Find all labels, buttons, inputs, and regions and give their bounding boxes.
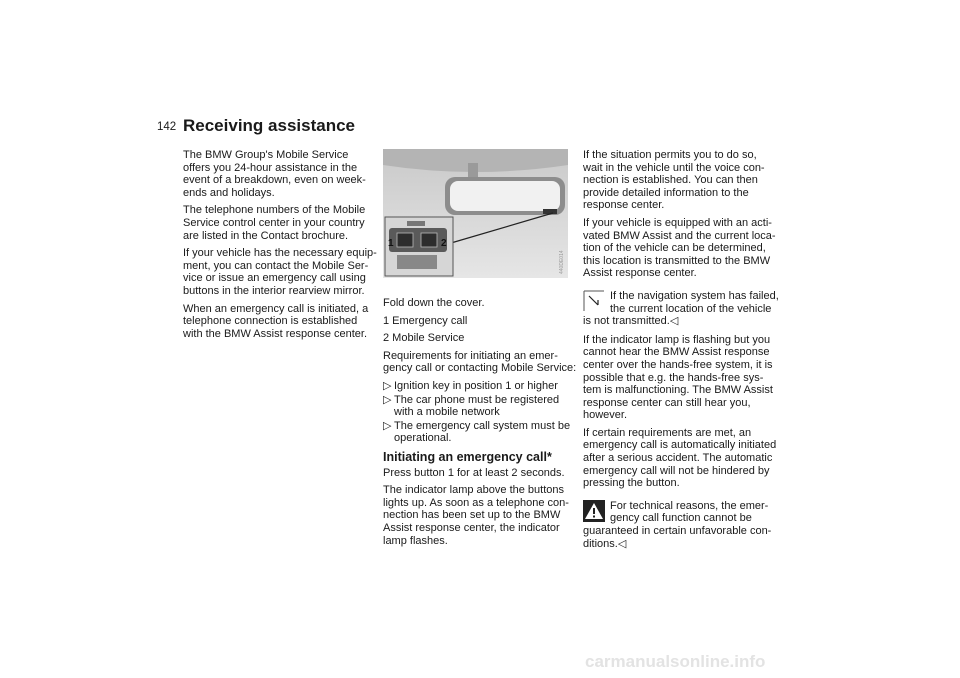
section-heading: Initiating an emergency call* [383, 449, 552, 464]
warning-note [583, 500, 783, 550]
list-item: ▷ The emergency call system must be operational. [383, 419, 571, 445]
navigation-note [583, 290, 783, 328]
indicator-text: The indicator lamp above the buttons lights up. As soon as a telephone con- nection has been set up to the BMW Assist response center, the indicator lamp flashes. [383, 484, 569, 547]
note-text: is not transmitted.◁ [583, 315, 679, 328]
legend-item-2: 2 Mobile Service [383, 332, 465, 345]
hands-free-paragraph: If the indicator lamp is flashing but you cannot hear the BMW Assist response center over the hands-free system, it is possible that e.g. the hands-free sys- tem is malfunctioning. The BMW Assist response center can still hear you, however. [583, 333, 773, 422]
list-item: ▷ The car phone must be registered with a mobile network [383, 393, 560, 419]
list-item: ▷ Ignition key in position 1 or higher [383, 379, 558, 392]
warning-text: For technical reasons, the emer- [610, 499, 769, 512]
note-text: the current location of the vehicle [610, 302, 772, 315]
rearview-mirror-figure [383, 149, 568, 278]
press-instruction: Press button 1 for at least 2 seconds. [383, 466, 565, 479]
instructions-column [383, 297, 581, 552]
figure-label-2: 2 [441, 238, 447, 249]
figure-caption: Fold down the cover. [383, 297, 485, 309]
intro-paragraph: The BMW Group's Mobile Service offers you 24-hour assistance in the event of a breakdown, even on week- ends and holidays. [183, 149, 366, 199]
mirror-illustration [383, 149, 568, 278]
intro-paragraph: When an emergency call is initiated, a telephone connection is established with the BMW Assist response center. [183, 302, 369, 340]
note-text: If the navigation system has failed, [610, 289, 779, 302]
page-title: Receiving assistance [183, 116, 355, 135]
legend-item-1: 1 Emergency call [383, 314, 468, 327]
watermark: carmanualsonline.info [585, 652, 766, 671]
bullet-arrow-icon: ▷ [383, 419, 392, 432]
bullet-arrow-icon: ▷ [383, 379, 392, 392]
intro-paragraph: The telephone numbers of the Mobile Service control center in your country are listed in the Contact brochure. [183, 204, 366, 242]
requirements-text: Requirements for initiating an emer- gency call or contacting Mobile Service: [383, 349, 577, 375]
warning-icon [583, 500, 605, 522]
location-paragraph: If your vehicle is equipped with an acti- vated BMW Assist and the current loca- tion of the vehicle can be determined, this location is transmitted to the BMW Assist response center. [583, 216, 776, 280]
automatic-call-paragraph: If certain requirements are met, an emergency call is automatically initiated after a serious accident. The automatic emergency call will not be hindered by pressing the button. [583, 426, 777, 490]
warning-text: gency call function cannot be [610, 512, 752, 525]
note-icon [583, 290, 605, 312]
wait-paragraph: If the situation permits you to do so, wait in the vehicle until the voice con- nection is established. You can then provide detailed information to the response center. [583, 149, 765, 212]
figure-label-1: 1 [388, 238, 394, 249]
bullet-arrow-icon: ▷ [383, 393, 392, 406]
intro-paragraph: If your vehicle has the necessary equip- ment, you can contact the Mobile Ser- vice or issue an emergency call using buttons in the interior rearview mirror. [183, 247, 377, 297]
page-number: 142 [157, 121, 177, 133]
figure-code: 440DE014 [559, 250, 565, 274]
warning-text: guaranteed in certain unfavorable con- ditions.◁ [583, 525, 772, 550]
details-column [583, 149, 783, 556]
intro-column [183, 149, 381, 345]
